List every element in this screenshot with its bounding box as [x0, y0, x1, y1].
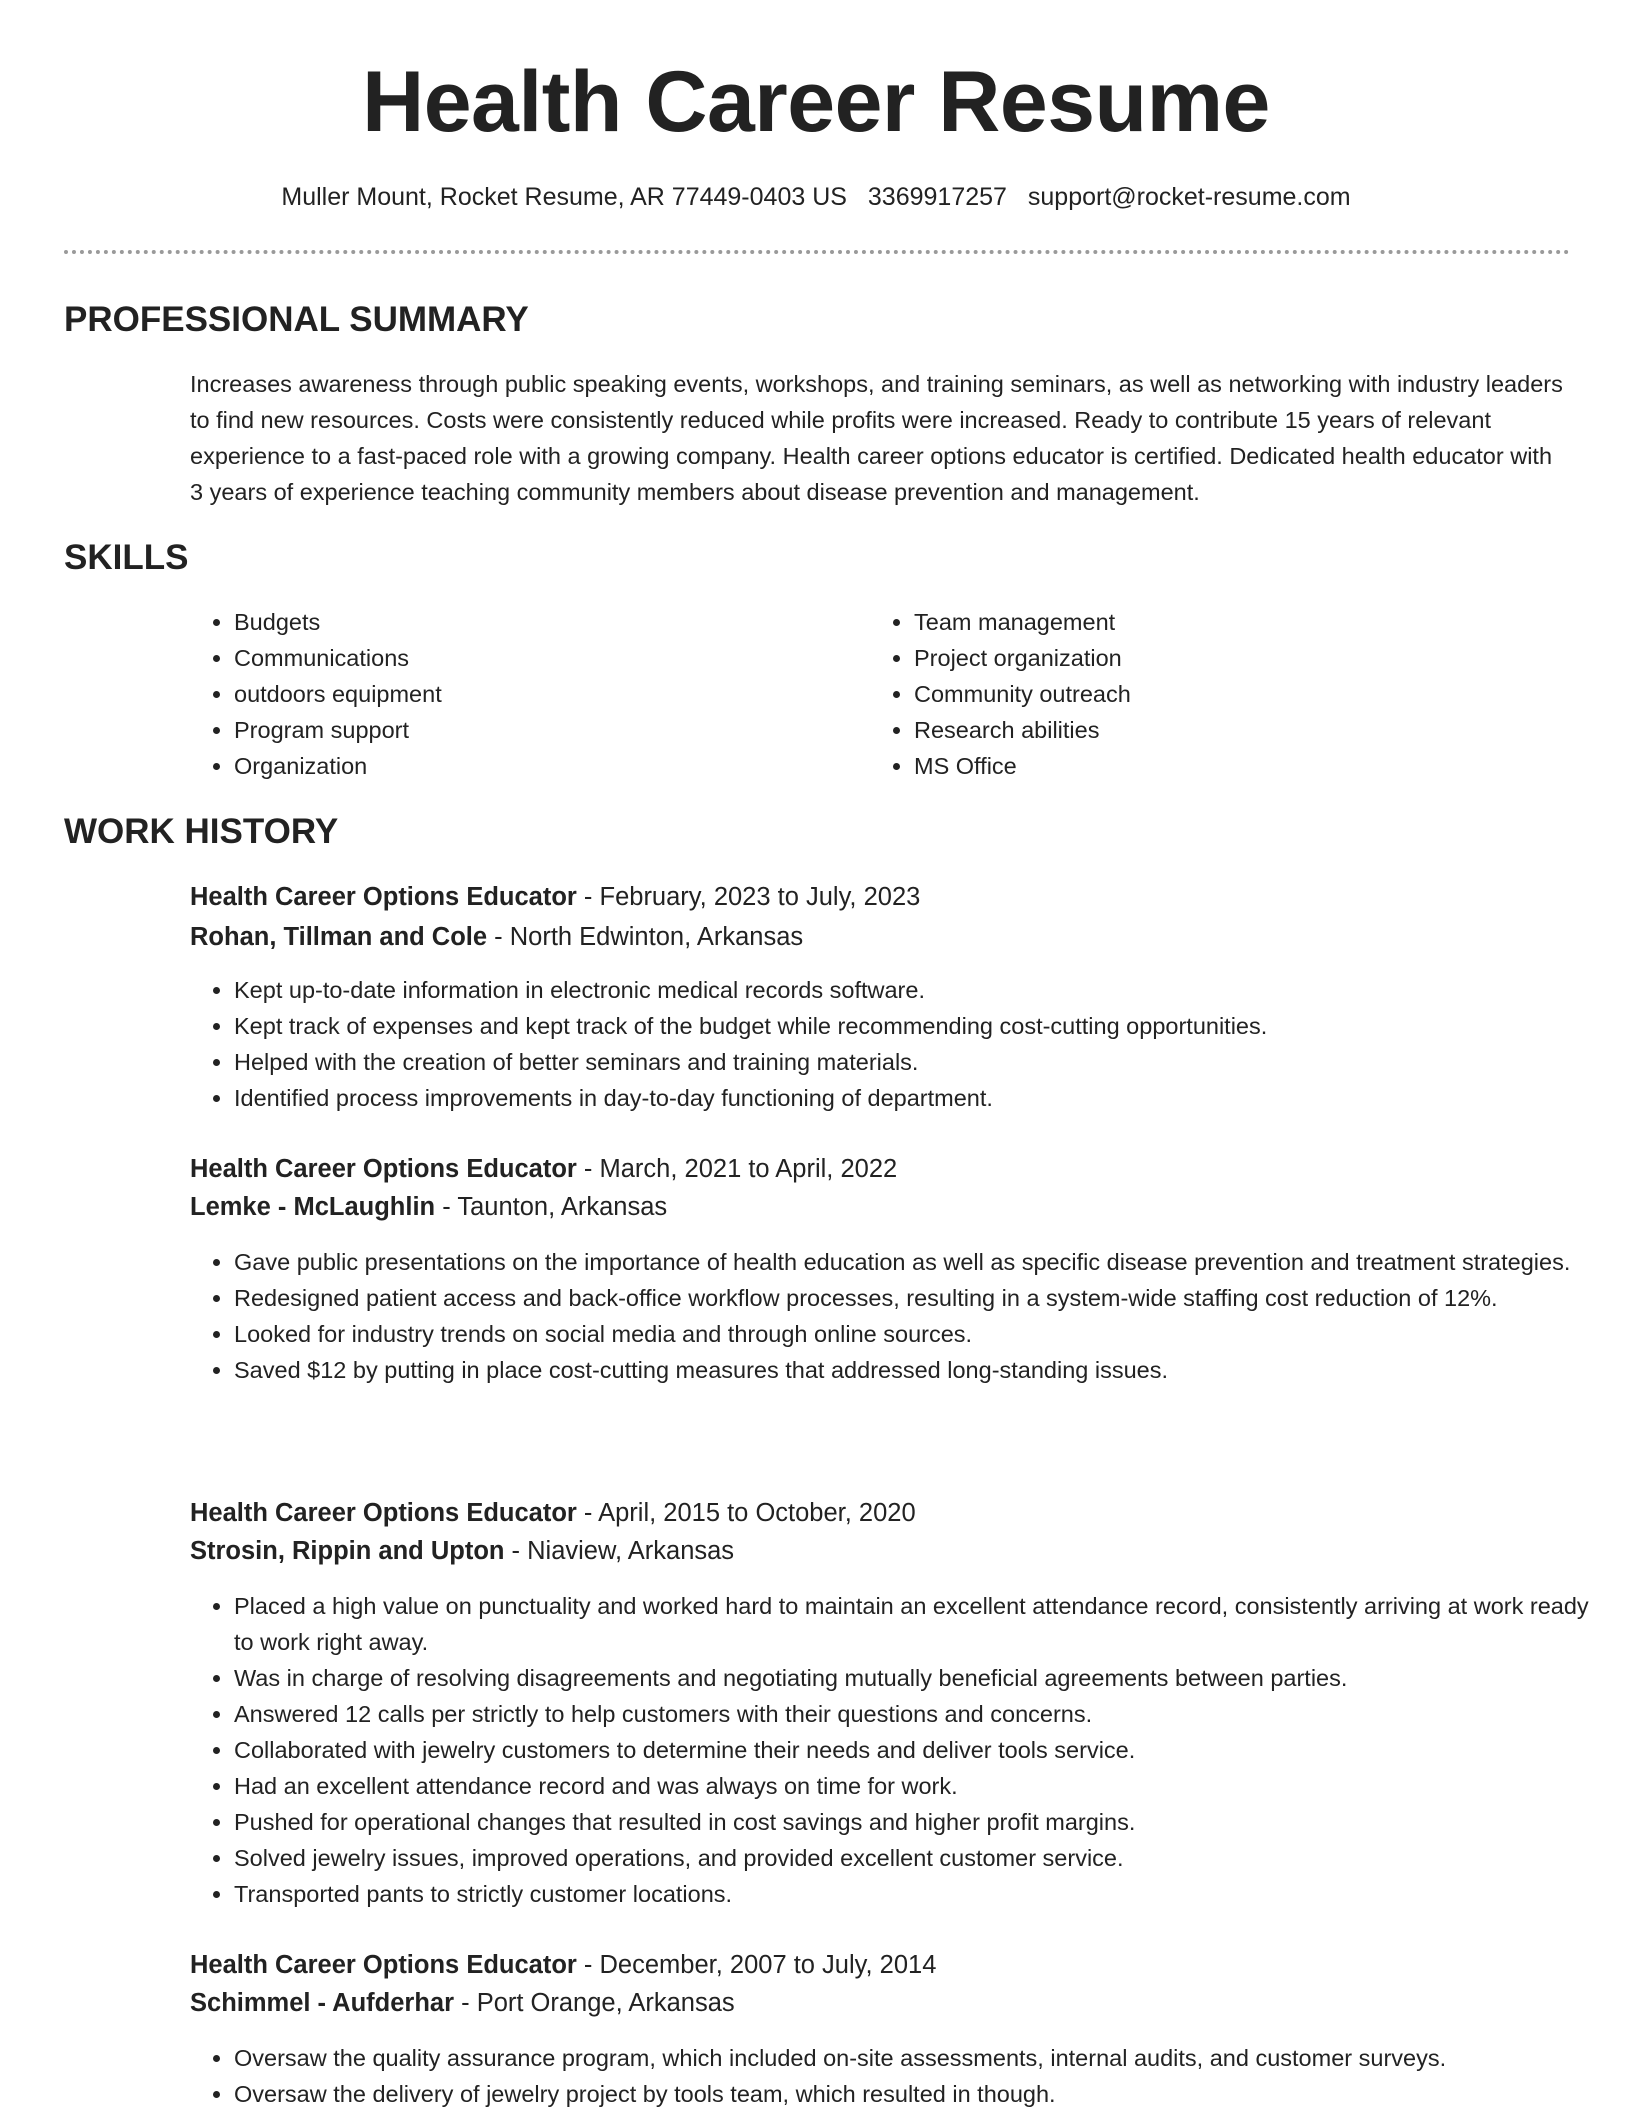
job-company-line — [190, 1984, 735, 2022]
skills-list-left — [190, 604, 442, 784]
job-bullet: • Solved jewelry issues, improved operations, and provided excellent customer service. — [234, 1840, 1614, 1876]
job-title: Health Career Options Educator — [190, 1951, 577, 1979]
job-title-line — [190, 878, 920, 916]
skill-item: • Research abilities — [914, 712, 1131, 748]
resume-name: Health Career Resume — [362, 54, 1270, 150]
job-title-line — [190, 1150, 897, 1188]
job-bullet: • Pushed for operational changes that resulted in cost savings and higher profit margins. — [234, 1804, 1614, 1840]
job-company-line — [190, 1188, 667, 1226]
contact-address: Muller Mount, Rocket Resume, AR 77449-0403 US — [281, 183, 847, 211]
job-company: Strosin, Rippin and Upton — [190, 1537, 505, 1565]
job-bullet: • Collaborated with jewelry customers to determine their needs and deliver tools service. — [234, 1732, 1614, 1768]
job-bullet: • Kept track of expenses and kept track of the budget while recommending cost-cutting opportunities. — [234, 1008, 1614, 1044]
job-company-line — [190, 1532, 734, 1570]
job-company: Lemke - McLaughlin — [190, 1193, 436, 1221]
contact-line — [0, 180, 1632, 214]
job-bullet: • Identified process improvements in day-to-day functioning of department. — [234, 1080, 1614, 1116]
job-location: - North Edwinton, Arkansas — [487, 923, 804, 951]
job-location: - Port Orange, Arkansas — [454, 1989, 735, 2017]
job-bullet: • Oversaw the delivery of jewelry project by tools team, which resulted in though. — [234, 2076, 1614, 2112]
skills-list-right — [870, 604, 1131, 784]
skills-heading: SKILLS — [64, 538, 189, 577]
job-bullets — [190, 1244, 1614, 1388]
job-company: Rohan, Tillman and Cole — [190, 923, 488, 951]
skill-item: • Organization — [234, 748, 442, 784]
skill-item: • Communications — [234, 640, 442, 676]
job-bullets — [190, 972, 1614, 1116]
job-title: Health Career Options Educator — [190, 1155, 577, 1183]
skill-item: • Community outreach — [914, 676, 1131, 712]
job-title: Health Career Options Educator — [190, 1499, 577, 1527]
job-dates: - March, 2021 to April, 2022 — [576, 1155, 898, 1183]
job-bullet: • Helped with the creation of better seminars and training materials. — [234, 1044, 1614, 1080]
job-title-line — [190, 1946, 936, 1984]
job-title: Health Career Options Educator — [190, 883, 577, 911]
job-location: - Taunton, Arkansas — [435, 1193, 668, 1221]
job-bullet: • Placed a high value on punctuality and worked hard to maintain an excellent attendance record, consistently arriving at work ready to work right away. — [234, 1588, 1614, 1660]
job-bullet: • Redesigned patient access and back-office workflow processes, resulting in a system-wide staffing cost reduction of 12%. — [234, 1280, 1614, 1316]
job-dates: - December, 2007 to July, 2014 — [576, 1951, 937, 1979]
job-bullet: • Was in charge of resolving disagreements and negotiating mutually beneficial agreements between parties. — [234, 1660, 1614, 1696]
job-bullet: • Kept up-to-date information in electronic medical records software. — [234, 972, 1614, 1008]
skill-item: • MS Office — [914, 748, 1131, 784]
job-dates: - April, 2015 to October, 2020 — [576, 1499, 916, 1527]
job-company: Schimmel - Aufderhar — [190, 1989, 455, 2017]
summary-heading: PROFESSIONAL SUMMARY — [64, 300, 529, 339]
job-bullet: • Saved $12 by putting in place cost-cutting measures that addressed long-standing issues. — [234, 1352, 1614, 1388]
skill-item: • Project organization — [914, 640, 1131, 676]
job-bullets — [190, 1588, 1614, 1912]
job-location: - Niaview, Arkansas — [504, 1537, 735, 1565]
skill-item: • Program support — [234, 712, 442, 748]
skill-item: • outdoors equipment — [234, 676, 442, 712]
work-heading: WORK HISTORY — [64, 812, 339, 851]
job-bullet: • Oversaw the quality assurance program, which included on-site assessments, internal audits, and customer surveys. — [234, 2040, 1614, 2076]
summary-text: Increases awareness through public speaking events, workshops, and training seminars, as well as networking with industry leaders to find new resources. Costs were consistently reduced while profits were increased. Ready to contribute 15 years of relevant experience to a fast-paced role with a growing company. Health career options educator is certified. Dedicated health educator with 3 years of experience teaching community members about disease prevention and management. — [190, 371, 1563, 505]
contact-email: support@rocket-resume.com — [1027, 183, 1351, 211]
job-bullets — [190, 2040, 1614, 2112]
job-bullet: • Answered 12 calls per strictly to help customers with their questions and concerns. — [234, 1696, 1614, 1732]
skill-item: • Budgets — [234, 604, 442, 640]
job-bullet: • Transported pants to strictly customer locations. — [234, 1876, 1614, 1912]
job-bullet: • Looked for industry trends on social media and through online sources. — [234, 1316, 1614, 1352]
job-title-line — [190, 1494, 916, 1532]
skill-item: • Team management — [914, 604, 1131, 640]
header-divider — [64, 250, 1570, 254]
contact-phone: 3369917257 — [867, 183, 1007, 211]
job-bullet: • Had an excellent attendance record and was always on time for work. — [234, 1768, 1614, 1804]
job-bullet: • Gave public presentations on the importance of health education as well as specific disease prevention and treatment strategies. — [234, 1244, 1614, 1280]
job-company-line — [190, 918, 803, 956]
job-dates: - February, 2023 to July, 2023 — [576, 883, 921, 911]
